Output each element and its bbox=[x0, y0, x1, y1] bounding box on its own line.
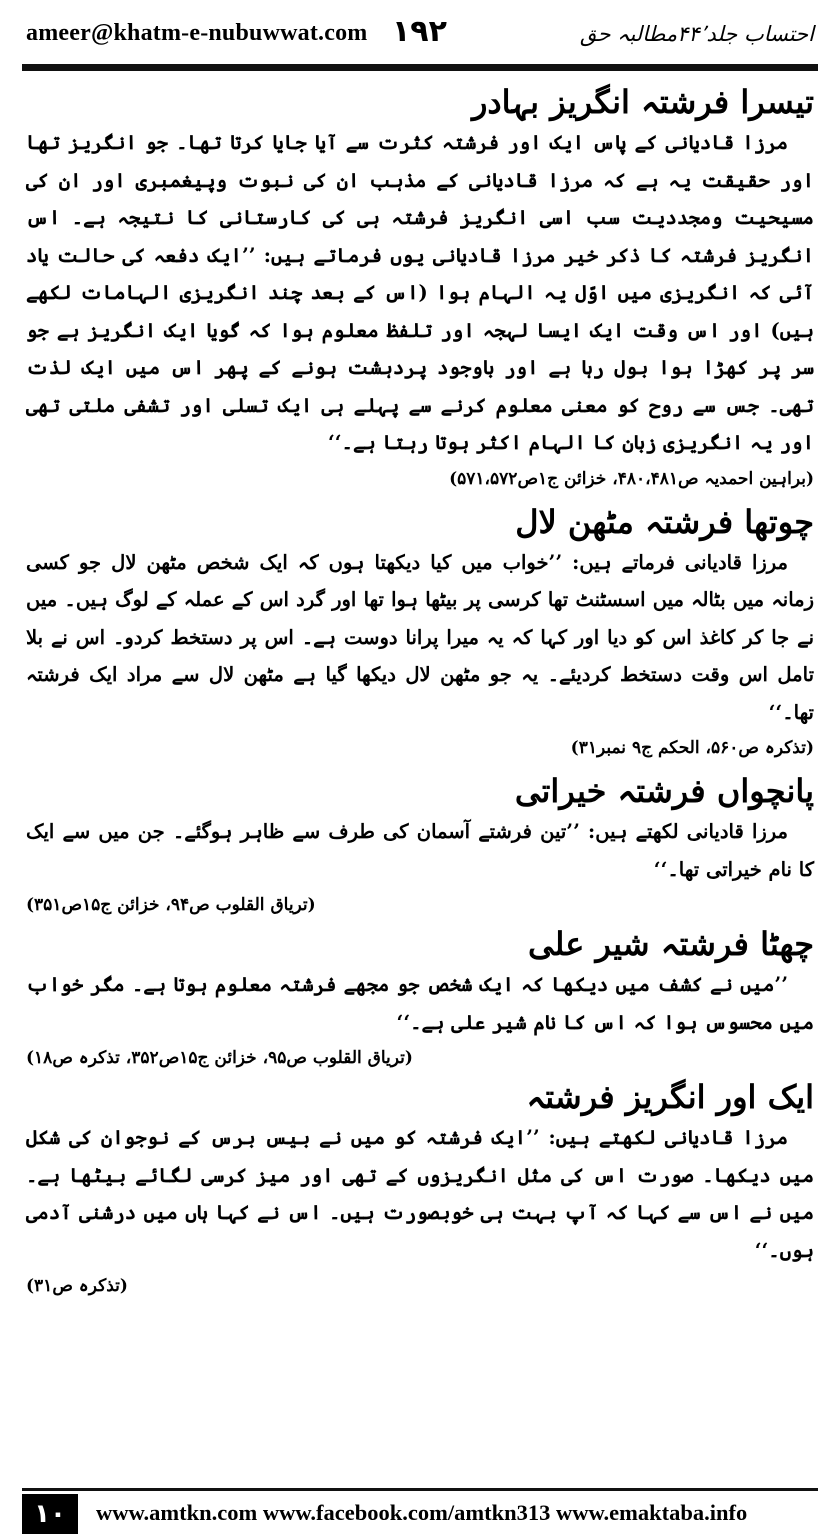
reference-row bbox=[26, 888, 814, 922]
running-title: احتساب جلد۴۴٬مطالبہ حق bbox=[579, 22, 814, 46]
footer-rule bbox=[22, 1488, 818, 1491]
page-header bbox=[26, 14, 814, 60]
section-reference: (تذکرہ ص۵۶۰، الحکم ج۹ نمبر۳۱) bbox=[570, 738, 814, 758]
paragraph-text: ’’میں نے کشف میں دیکھا کہ ایک شخص جو مجھے فرشتہ معلوم ہوتا ہے۔ مگر خواب میں محسوس ہوا کہ اس کا نام شیر علی ہے۔‘‘ bbox=[26, 973, 814, 1034]
reference-row bbox=[26, 1269, 814, 1303]
section-heading: چھٹا فرشتہ شیر علی bbox=[527, 925, 814, 963]
section-heading: چوتھا فرشتہ مٹھن لال bbox=[515, 502, 814, 541]
section-reference: (تریاق القلوب ص۹۵، خزائن ج۱۵ص۳۵۲، تذکرہ ص۱۸) bbox=[26, 1048, 413, 1068]
paragraph-text: مرزا قادیانی کے پاس ایک اور فرشتہ کثرت سے آیا جایا کرتا تھا۔ جو انگریز تھا اور حقیقت یہ ہے کہ مرزا قادیانی کے مذہب ان کی نبوت وپیغمبری اور ان کی مسیحیت ومجددیت سب اسی انگریز فرشتہ ہی کی کارستانی کا نتیجہ ہے۔ اس انگریز فرشتہ کا ذکر خیر مرزا قادیانی یوں فرماتے ہیں: ’’ایک دفعہ کی حالت یاد آئی کہ انگریزی میں اوّل یہ الہام ہوا (اس کے بعد چند انگریزی الہامات لکھے ہیں) اور اس وقت ایک ایسا لہجہ اور تلفظ معلوم ہوا کہ گویا ایک انگریز ہے جو سر پر کھڑا ہوا بول رہا ہے اور باوجود پردہشت ہونے کے پھر اس میں ایک لذت تھی۔ جس سے روح کو معنی معلوم کرنے سے پہلے ہی ایک تسلی اور تشفی ملتی تھی اور یہ انگریزی زبان کا الہام اکثر ہوتا رہتا ہے۔‘‘ bbox=[26, 131, 814, 454]
paragraph-text: مرزا قادیانی لکھتے ہیں: ’’تین فرشتے آسمان کی طرف سے ظاہر ہوگئے۔ جن میں سے ایک کا نام خیراتی تھا۔‘‘ bbox=[26, 820, 814, 881]
page-number: ۱۹۲ bbox=[392, 14, 447, 49]
section-reference: (تذکرہ ص۳۱) bbox=[26, 1276, 128, 1296]
section-paragraph bbox=[26, 1119, 814, 1269]
page-body bbox=[26, 80, 814, 1303]
footer-page-box: ۱۰ bbox=[22, 1494, 78, 1534]
section-reference: (براہین احمدیہ ص۴۸۰،۴۸۱، خزائن ج۱ص۵۷۱،۵۷۲) bbox=[449, 468, 814, 489]
section-heading: تیسرا فرشتہ انگریز بہادر bbox=[471, 83, 814, 121]
header-email: ameer@khatm-e-nubuwwat.com bbox=[26, 20, 368, 46]
footer-links: www.amtkn.com www.facebook.com/amtkn313 www.emaktaba.info bbox=[96, 1500, 748, 1525]
section-paragraph bbox=[26, 544, 814, 732]
paragraph-text: مرزا قادیانی لکھتے ہیں: ’’ایک فرشتہ کو میں نے بیس برس کے نوجوان کی شکل میں دیکھا۔ صورت اس کی مثل انگریزوں کے تھی اور میز کرسی لگائے بیٹھا ہے۔ میں نے اس سے کہا کہ آپ بہت ہی خوبصورت ہیں۔ اس نے کہا ہاں میں درشنی آدمی ہوں۔‘‘ bbox=[26, 1126, 814, 1262]
section-heading: پانچواں فرشتہ خیراتی bbox=[514, 772, 814, 810]
paragraph-text: مرزا قادیانی فرماتے ہیں: ’’خواب میں کیا دیکھتا ہوں کہ ایک شخص مٹھن لال جو کسی زمانہ میں بٹالہ میں اسسٹنٹ تھا کرسی پر بیٹھا ہوا تھا اور گرد اس کے عملہ کے لوگ ہیں۔ میں نے جا کر کاغذ اس کو دیا اور کہا کہ یہ میرا پرانا دوست ہے۔ اس پر دستخط کردو۔ اس نے بلا تامل اس وقت دستخط کردیئے۔ یہ جو مٹھن لال دیکھا گیا ہے مٹھن لال سے مراد ایک فرشتہ تھا۔‘‘ bbox=[26, 550, 814, 724]
section-paragraph bbox=[26, 124, 814, 462]
reference-row bbox=[26, 1041, 814, 1075]
section-paragraph bbox=[26, 813, 814, 888]
header-rule bbox=[22, 64, 818, 71]
section-reference: (تریاق القلوب ص۹۴، خزائن ج۱۵ص۳۵۱) bbox=[26, 895, 316, 915]
section-heading: ایک اور انگریز فرشتہ bbox=[526, 1078, 814, 1116]
section-paragraph bbox=[26, 966, 814, 1041]
